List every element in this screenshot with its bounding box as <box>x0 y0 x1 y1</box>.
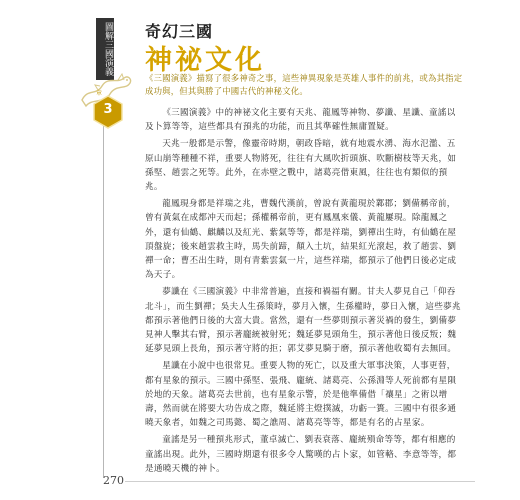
paragraph: 《三國演義》中的神祕文化主要有天兆、龍鳳等神物、夢讖、星讖、童謠以及卜算等等，這些都具有預兆的功能，而且其準確性無庸置疑。 <box>145 108 456 133</box>
paragraph: 天兆一般都是示警，像靈帝時期，朝政昏暗，就有地震水湧、海水氾濫、五原山崩等種種不祥，重要人物將死，往往有大風吹折頭旗、吹斷樹枝等天兆，如孫堅、趙雲之死等。此外，在赤壁之戰中，諸葛亮借東風，往往也有類似的預兆。 <box>145 139 457 193</box>
page-number: 270 <box>103 474 124 487</box>
chapter-label: 章 <box>96 90 103 97</box>
paragraph: 童謠是另一種預兆形式，董卓滅亡、劉表衰落、龐統殞命等等，都有相應的童謠出現。此外，三國時期還有很多令人驚嘆的占卜家，如管輅、李意等等，都是通曉天機的神卜。 <box>145 435 457 474</box>
chapter-number: 3 <box>103 102 113 117</box>
series-title: 奇幻三國 <box>145 22 214 41</box>
intro-text: 《三國演義》描寫了很多神奇之事，這些神異現象是英雄人事件的前兆，或為其指定成功與，但其與勝了中國古代的神秘文化。 <box>145 73 463 96</box>
book-title-tab: 圖解三國演義 <box>96 18 114 80</box>
footer-rule <box>125 481 475 482</box>
paragraph: 星讖在小說中也很常見。重要人物的死亡，以及重大軍事決策，人事更替，都有星象的預示。三國中孫堅、張飛、龐統、諸葛亮、公孫淵等人死前都有星隕於地的天象。諸葛亮去世前，也有星象示警，於是他準備借「禳星」之術以增壽，然而就在將要大功告成之際，魏延將主燈撲滅，功虧一簣。三國中有很多通曉天象者，如魏之司馬懿、蜀之譙周、諸葛亮等等，都是有名的占星家。 <box>145 361 457 429</box>
paragraph: 夢讖在《三國演義》中非常普遍，直接和禍福有關。甘夫人夢見自己「仰吞北斗」，而生劉禪；吳夫人生孫策時，夢月入懷，生孫權時，夢日入懷，這些夢兆都預示著他們日後的大富大貴。當然，還有一些夢則預示著災禍的發生，劉備夢見神人擊其右臂，預示著龐統被射死；魏延夢見頭角生，預示著他日後反叛；魏延夢見頭上長角，預示著守將的拒；郭艾夢見騎于磨，預示著他收蜀有去無回。 <box>145 287 461 355</box>
article-body <box>145 106 463 479</box>
sidebar-rule <box>103 108 104 478</box>
paragraph: 龍鳳現身都是祥瑞之兆，曹魏代漢前，曾說有黃龍現於鄴郡；劉備稱帝前，曾有黃氣在成都冲天而起；孫權稱帝前，更有鳳凰來儀、黃龍屢現。除龍鳳之外，還有仙鶴、麒麟以及紅光、紫氣等等，都是祥瑞，劉禪出生時，有仙鶴在屋頂盤旋；後來趙雲救主時，馬失前蹄，顛入土坑，結果紅光滾起，救了趙雲、劉禪一命；曹丕出生時，則有青紫雲氣一片，這些祥瑞，都預示了他們日後必定成為天子。 <box>145 199 457 281</box>
section-title: 神祕文化 <box>145 45 265 76</box>
chapter-badge <box>91 90 125 129</box>
